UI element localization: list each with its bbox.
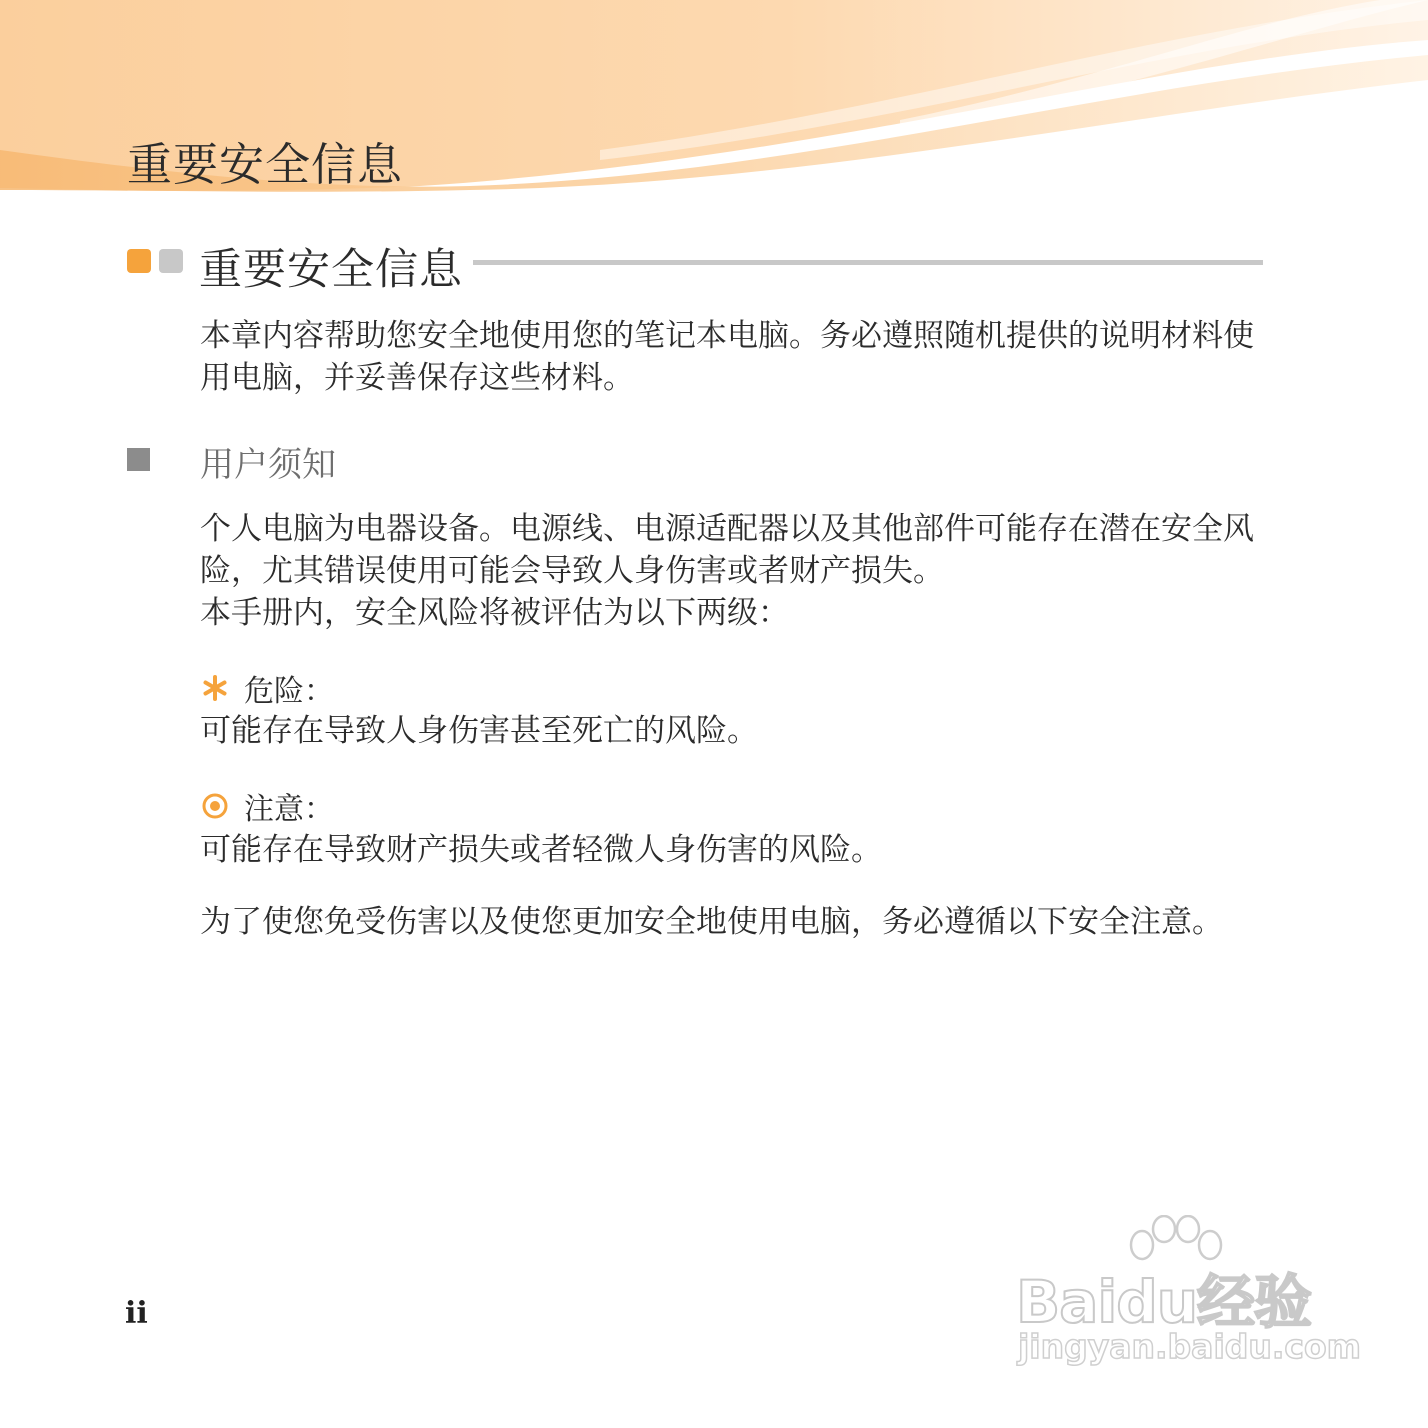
orange-square-icon xyxy=(127,249,151,273)
section-divider xyxy=(473,260,1263,265)
danger-label-text: 危险： xyxy=(244,674,334,709)
gray-square-icon xyxy=(159,249,183,273)
baidu-watermark xyxy=(1010,1215,1362,1375)
danger-label xyxy=(200,668,334,708)
header-banner xyxy=(0,0,1428,240)
danger-description: 可能存在导致人身伤害甚至死亡的风险。 xyxy=(200,713,758,749)
target-circle-icon xyxy=(200,791,230,821)
closing-paragraph: 为了使您免受伤害以及使您更加安全地使用电脑，务必遵循以下安全注意。 xyxy=(200,904,1223,940)
risk-levels-paragraph: 本手册内，安全风险将被评估为以下两级： xyxy=(200,595,789,631)
watermark-url: jingyan.baidu.com xyxy=(1018,1327,1362,1366)
asterisk-icon xyxy=(200,673,230,703)
watermark-brand: Baidu经验 xyxy=(1016,1268,1312,1336)
banner-wave-graphic xyxy=(0,0,1428,240)
page-title: 重要安全信息 xyxy=(127,138,404,191)
square-bullet-icon xyxy=(127,448,150,471)
user-notice-paragraph: 个人电脑为电器设备。电源线、电源适配器以及其他部件可能存在潜在安全风险，尤其错误使用可能会导致人身伤害或者财产损失。 xyxy=(200,511,1254,589)
section-heading xyxy=(127,236,1263,295)
caution-label-text: 注意： xyxy=(244,792,334,827)
page-number: ii xyxy=(125,1296,148,1331)
caution-description: 可能存在导致财产损失或者轻微人身伤害的风险。 xyxy=(200,832,882,868)
caution-label xyxy=(200,786,334,826)
subsection-title: 用户须知 xyxy=(200,445,336,485)
intro-paragraph: 本章内容帮助您安全地使用您的笔记本电脑。务必遵照随机提供的说明材料使用电脑，并妥善保存这些材料。 xyxy=(200,318,1254,396)
section-title: 重要安全信息 xyxy=(199,245,463,295)
